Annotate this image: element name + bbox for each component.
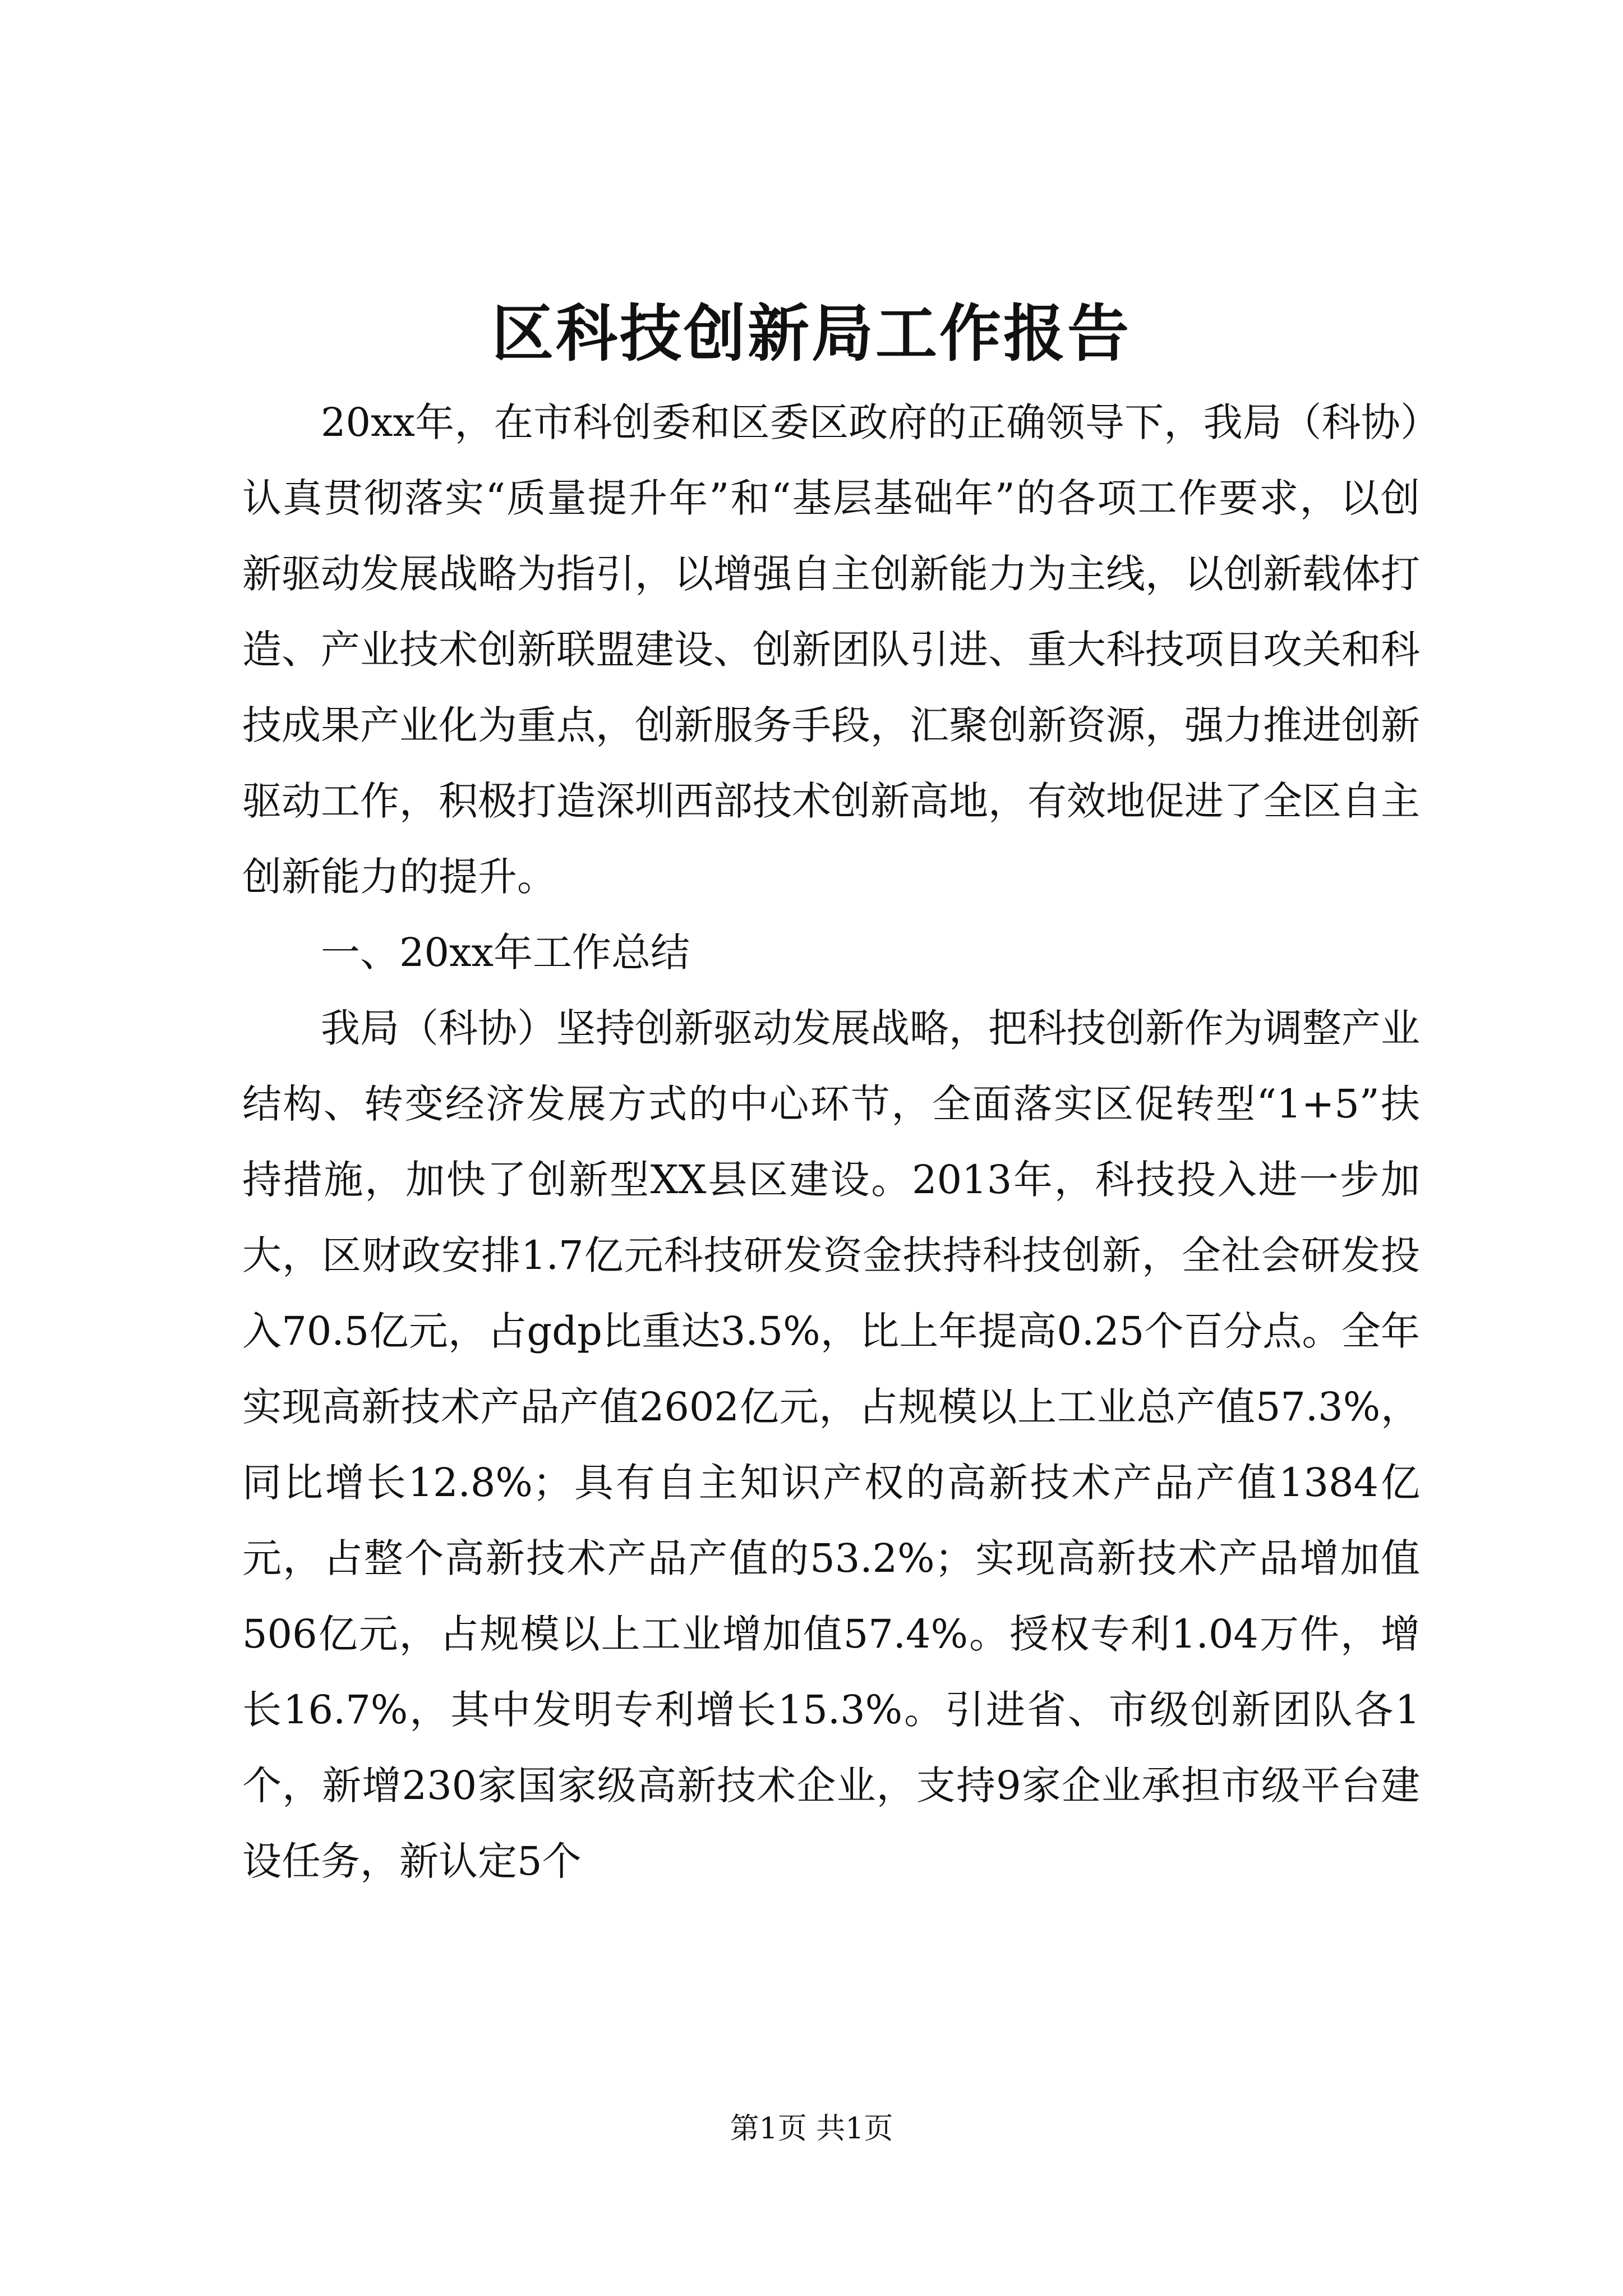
document-title: 区科技创新局工作报告 <box>492 297 1131 370</box>
summary-paragraph: 我局（科协）坚持创新驱动发展战略，把科技创新作为调整产业结构、转变经济发展方式的中心环节，全面落实区促转型“1+5”扶持措施，加快了创新型XX县区建设。2013年，科技投入进一步加大，区财政安排1.7亿元科技研发资金扶持科技创新，全社会研发投入70.5亿元，占gdp比重达3.5%，比上年提高0.25个百分点。全年实现高新技术产品产值2602亿元，占规模以上工业总产值57.3%，同比增长12.8%；具有自主知识产权的高新技术产品产值1384亿元，占整个高新技术产品产值的53.2%；实现高新技术产品增加值506亿元，占规模以上工业增加值57.4%。授权专利1.04万件，增长16.7%，其中发明专利增长15.3%。引进省、市级创新团队各1个，新增230家国家级高新技术企业，支持9家企业承担市级平台建设任务，新认定5个 <box>242 1005 1420 1884</box>
page-footer: 第1页 共1页 <box>730 2112 893 2146</box>
document-body <box>242 385 1420 1899</box>
section-heading: 一、20xx年工作总结 <box>321 930 690 976</box>
intro-paragraph: 20xx年，在市科创委和区委区政府的正确领导下，我局（科协）认真贯彻落实“质量提升年”和“基层基础年”的各项工作要求，以创新驱动发展战略为指引，以增强自主创新能力为主线，以创新载体打造、产业技术创新联盟建设、创新团队引进、重大科技项目攻关和科技成果产业化为重点，创新服务手段，汇聚创新资源，强力推进创新驱动工作，积极打造深圳西部技术创新高地，有效地促进了全区自主创新能力的提升。 <box>242 399 1420 900</box>
